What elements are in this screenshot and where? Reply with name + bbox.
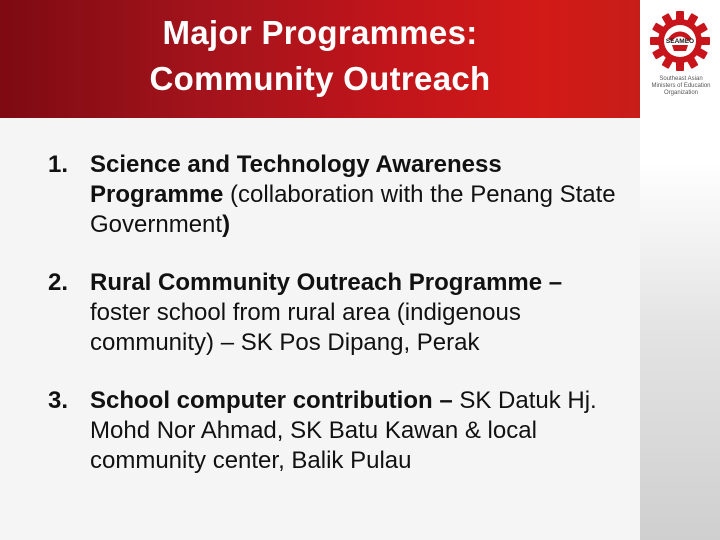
title-line-2: Community Outreach — [149, 60, 491, 97]
item-number: 2. — [48, 269, 69, 296]
item-bold-text: School computer contribution – — [90, 387, 453, 414]
programme-list — [48, 150, 628, 504]
item-tail-text: ) — [222, 211, 231, 238]
item-normal-text: (collaboration with the Penang State Government — [90, 181, 616, 238]
title-line-1: Major Programmes: — [162, 14, 478, 51]
item-bold-text: Rural Community Outreach Programme – — [90, 269, 563, 296]
list-item — [48, 150, 628, 240]
item-normal-text: foster school from rural area (indigenous community) – SK Pos Dipang, Perak — [90, 299, 521, 356]
logo-org-line-1: Southeast Asian — [659, 76, 703, 82]
logo-org-line-3: Organization — [663, 90, 699, 96]
logo-text: SEAMEO — [665, 38, 695, 45]
slide-title — [0, 10, 640, 102]
item-text — [90, 150, 628, 240]
logo-org-line-2: Ministers of Education — [651, 83, 711, 89]
item-text — [90, 268, 628, 358]
item-text — [90, 386, 628, 476]
seameo-gear-logo-icon — [649, 10, 711, 72]
seameo-logo — [649, 10, 711, 72]
logo-org-name — [644, 76, 718, 97]
title-band — [0, 0, 640, 118]
item-bold-text: Science and Technology Awareness Programme — [90, 151, 502, 208]
item-number: 1. — [48, 151, 69, 178]
item-number: 3. — [48, 387, 69, 414]
item-normal-text: SK Datuk Hj. Mohd Nor Ahmad, SK Batu Kawan & local community center, Balik Pulau — [90, 387, 597, 474]
list-item — [48, 386, 628, 476]
list-item — [48, 268, 628, 358]
